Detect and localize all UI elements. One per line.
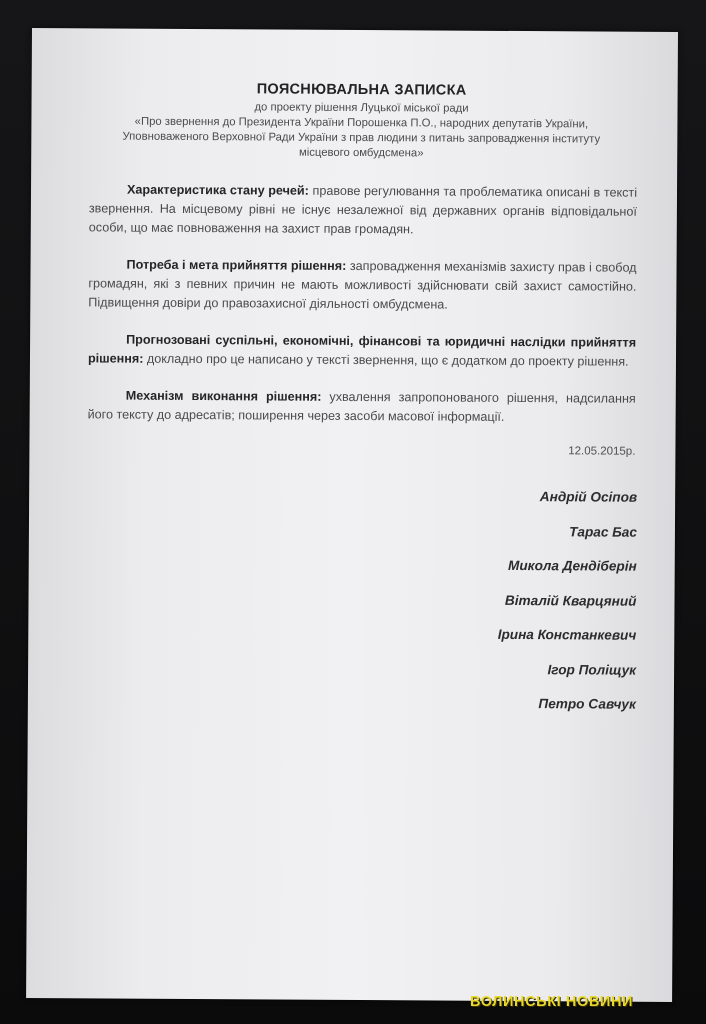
subtitle-line: «Про звернення до Президента України Порошенка П.О., народних депутатів України,	[134, 115, 589, 131]
document-header	[91, 80, 631, 162]
subtitle-line: Уповноваженого Верховної Ради України з прав людини з питань запровадження інституту	[122, 130, 601, 146]
section-text: докладно про це написано у тексті звернення, що є додатком до проекту рішення.	[143, 351, 629, 369]
subtitle-line: до проекту рішення Луцької міської ради	[254, 101, 469, 115]
signatures-list	[497, 487, 637, 729]
document-date: 12.05.2015р.	[568, 445, 636, 458]
signer-name: Ігор Поліщук	[547, 661, 637, 678]
news-watermark: ВОЛИНСЬКІ НОВИНИ	[470, 994, 634, 1010]
document-subtitle	[91, 99, 631, 162]
signer-name: Тарас Бас	[569, 523, 637, 540]
section-label: Характеристика стану речей:	[126, 182, 309, 198]
document-title: ПОЯСНЮВАЛЬНА ЗАПИСКА	[256, 81, 467, 99]
section-consequences	[88, 330, 636, 371]
document-body	[87, 180, 637, 445]
signer-name: Микола Дендіберін	[508, 557, 637, 574]
section-situation	[89, 180, 637, 240]
signer-name: Віталій Кварцяний	[504, 592, 637, 609]
section-purpose	[88, 255, 636, 315]
section-label: Потреба і мета прийняття рішення:	[126, 257, 347, 273]
section-label: Прогнозовані суспільні, економічні, фінансові та юридичні наслідки прийняття рішення:	[87, 332, 637, 366]
section-mechanism	[88, 386, 636, 427]
section-text: правове регулювання та проблематика описані в тексті звернення. На місцевому рівні не існує незалежної від державних органів відповідальної особи, що має повноваження на захист прав громадян.	[88, 183, 638, 237]
section-label: Механізм виконання рішення:	[125, 388, 322, 404]
subtitle-line: місцевого омбудсмена»	[298, 146, 424, 160]
signer-name: Андрій Осіпов	[539, 489, 638, 505]
signer-name: Петро Савчук	[538, 696, 636, 712]
section-text: ухвалення запропонованого рішення, надсилання його тексту до адресатів; поширення через засоби масової інформації.	[87, 389, 636, 424]
document-sheet	[26, 28, 678, 1002]
section-text: запровадження механізмів захисту прав і свобод громадян, які з певних причин не мають можливості здійснювати свій захист самостійно. Підвищення довіри до правозахисної діяльності омбудсмена.	[88, 258, 637, 312]
signer-name: Ірина Констанкевич	[497, 626, 637, 643]
